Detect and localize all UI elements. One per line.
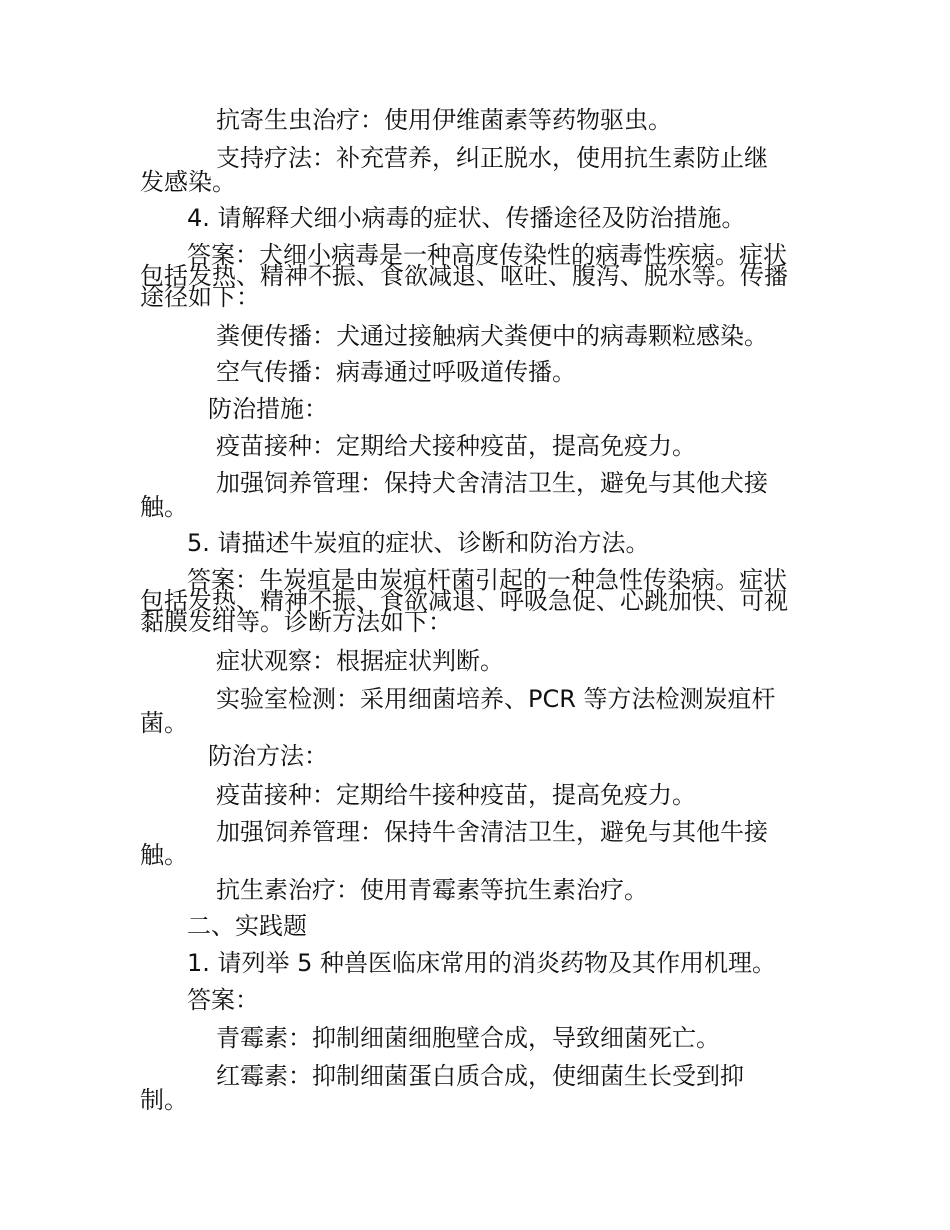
- text-line: 途径如下：: [140, 283, 260, 311]
- text-line: 触。: [140, 493, 188, 521]
- section-heading: 二、实践题: [187, 912, 307, 940]
- question-heading: 4. 请解释犬细小病毒的症状、传播途径及防治措施。: [187, 204, 746, 232]
- text-line: 防治方法：: [208, 742, 328, 770]
- question-heading: 1. 请列举 5 种兽医临床常用的消炎药物及其作用机理。: [187, 949, 777, 977]
- text-line: 实验室检测：采用细菌培养、PCR 等方法检测炭疽杆: [216, 685, 776, 713]
- text-line: 菌。: [140, 709, 188, 737]
- text-line: 包括发热、精神不振、食欲减退、呼吸急促、心跳加快、可视: [140, 587, 788, 615]
- question-heading: 5. 请描述牛炭疽的症状、诊断和防治方法。: [187, 529, 650, 557]
- text-line: 制。: [140, 1086, 188, 1114]
- text-line: 触。: [140, 841, 188, 869]
- text-line: 抗生素治疗：使用青霉素等抗生素治疗。: [216, 876, 648, 904]
- text-line: 包括发热、精神不振、食欲减退、呕吐、腹泻、脱水等。传播: [140, 262, 788, 290]
- text-line: 答案：: [187, 986, 259, 1014]
- text-line: 防治措施：: [208, 395, 328, 423]
- text-line: 症状观察：根据症状判断。: [216, 647, 504, 675]
- text-line: 抗寄生虫治疗：使用伊维菌素等药物驱虫。: [216, 106, 672, 134]
- text-line: 疫苗接种：定期给犬接种疫苗，提高免疫力。: [216, 432, 696, 460]
- text-line: 发感染。: [140, 168, 236, 196]
- text-line: 黏膜发绀等。诊断方法如下：: [140, 608, 452, 636]
- text-line: 答案：牛炭疽是由炭疽杆菌引起的一种急性传染病。症状: [187, 566, 787, 594]
- text-line: 青霉素：抑制细菌细胞壁合成，导致细菌死亡。: [216, 1024, 720, 1052]
- text-line: 红霉素：抑制细菌蛋白质合成，使细菌生长受到抑: [216, 1062, 744, 1090]
- text-line: 支持疗法：补充营养，纠正脱水，使用抗生素防止继: [216, 144, 768, 172]
- text-line: 空气传播：病毒通过呼吸道传播。: [216, 358, 576, 386]
- text-line: 粪便传播：犬通过接触病犬粪便中的病毒颗粒感染。: [216, 322, 768, 350]
- text-line: 疫苗接种：定期给牛接种疫苗，提高免疫力。: [216, 781, 696, 809]
- text-line: 加强饲养管理：保持牛舍清洁卫生，避免与其他牛接: [216, 818, 768, 846]
- text-line: 加强饲养管理：保持犬舍清洁卫生，避免与其他犬接: [216, 469, 768, 497]
- text-line: 答案：犬细小病毒是一种高度传染性的病毒性疾病。症状: [187, 241, 787, 269]
